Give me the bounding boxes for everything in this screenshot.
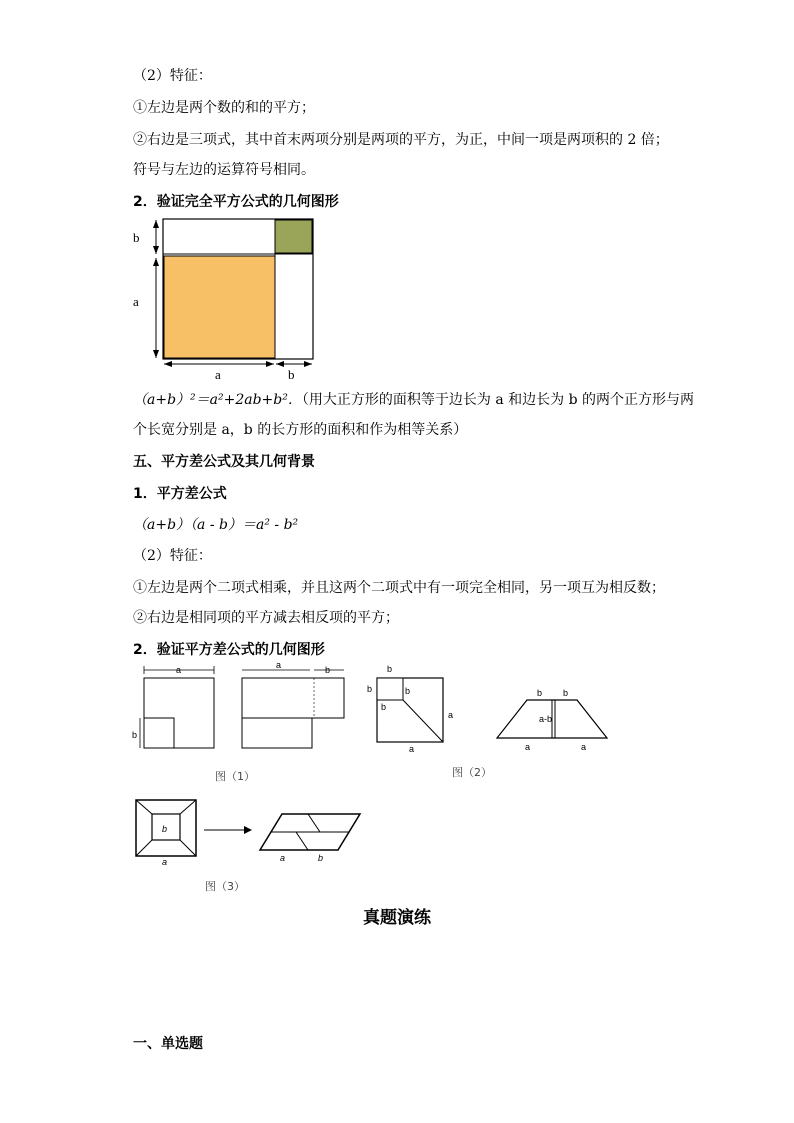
label-a-left: a xyxy=(133,294,139,309)
large-square-a xyxy=(164,256,275,358)
section-heading-square-geometry: 2．验证完全平方公式的几何图形 xyxy=(133,194,339,210)
small-square-b xyxy=(275,220,312,253)
fig2-trap-label-b1: b xyxy=(537,688,543,698)
fig3-para-label-b: b xyxy=(318,853,324,863)
fig2-trap-label-a2: a xyxy=(581,742,587,752)
square-formula-description-cont: 个长宽分别是 a，b 的长方形的面积和作为相等关系） xyxy=(133,422,468,438)
fig2-label-b-inner: b xyxy=(405,686,411,696)
difference-feature-2: ②右边是相同项的平方减去相反项的平方； xyxy=(133,610,399,626)
feature-item-1: ①左边是两个数的和的平方； xyxy=(133,100,315,116)
fig2-label-b-top: b xyxy=(387,664,393,674)
fig1-rect-bottom xyxy=(242,718,312,748)
fig1-label-a-right: a xyxy=(276,660,282,670)
fig2-label-a-bottom: a xyxy=(409,744,415,754)
fig3-para-label-a: a xyxy=(280,853,286,863)
fig2-trap-label-a1: a xyxy=(525,742,531,752)
feature-heading-2: （2）特征： xyxy=(133,548,212,564)
label-b-left: b xyxy=(133,230,140,245)
square-formula-line xyxy=(133,390,694,410)
subheading-difference-geometry: 2．验证平方差公式的几何图形 xyxy=(133,642,325,658)
subheading-difference-formula: 1．平方差公式 xyxy=(133,486,227,502)
fig2-small-square xyxy=(377,678,403,700)
perfect-square-figure xyxy=(128,214,328,384)
figure-2 xyxy=(365,662,615,757)
feature-item-2: ②右边是三项式，其中首末两项分别是两项的平方，为正，中间一项是两项积的 2 倍； xyxy=(133,132,669,148)
label-a-bottom: a xyxy=(215,367,221,382)
fig2-label-b-inner2: b xyxy=(381,702,387,712)
fig2-label-b-left: b xyxy=(367,684,373,694)
label-b-bottom: b xyxy=(288,367,295,382)
fig2-trap-label-b2: b xyxy=(563,688,569,698)
section-heading-5: 五、平方差公式及其几何背景 xyxy=(133,454,315,470)
feature-heading-1: （2）特征： xyxy=(133,68,212,84)
figure-3 xyxy=(132,798,372,868)
caption-figure-1: 图（1） xyxy=(215,770,255,783)
caption-figure-2: 图（2） xyxy=(452,766,492,779)
fig1-label-a-left: a xyxy=(176,665,182,675)
fig1-small-square xyxy=(144,718,174,748)
fig2-label-a-minus-b: a-b xyxy=(539,714,553,724)
difference-feature-1: ①左边是两个二项式相乘，并且这两个二项式中有一项完全相同，另一项互为相反数； xyxy=(133,580,665,596)
figure-1 xyxy=(130,660,360,760)
square-formula-description: （用大正方形的面积等于边长为 a 和边长为 b 的两个正方形与两 xyxy=(301,392,694,408)
feature-item-2-cont: 符号与左边的运算符号相同。 xyxy=(133,162,315,178)
difference-formula: （a+b）（a - b）＝a² - b² xyxy=(133,517,299,533)
fig1-rect-top xyxy=(242,678,344,718)
practice-title: 真题演练 xyxy=(363,908,431,928)
fig1-label-b-right: b xyxy=(325,665,331,675)
fig2-label-a-right: a xyxy=(448,710,454,720)
fig1-label-b: b xyxy=(132,730,138,740)
section-single-choice: 一、单选题 xyxy=(133,1036,203,1052)
fig3-label-b: b xyxy=(162,824,168,834)
caption-figure-3: 图（3） xyxy=(205,880,245,893)
fig3-label-a: a xyxy=(162,857,168,867)
square-formula: （a+b）²＝a²+2ab+b²． xyxy=(133,392,302,408)
